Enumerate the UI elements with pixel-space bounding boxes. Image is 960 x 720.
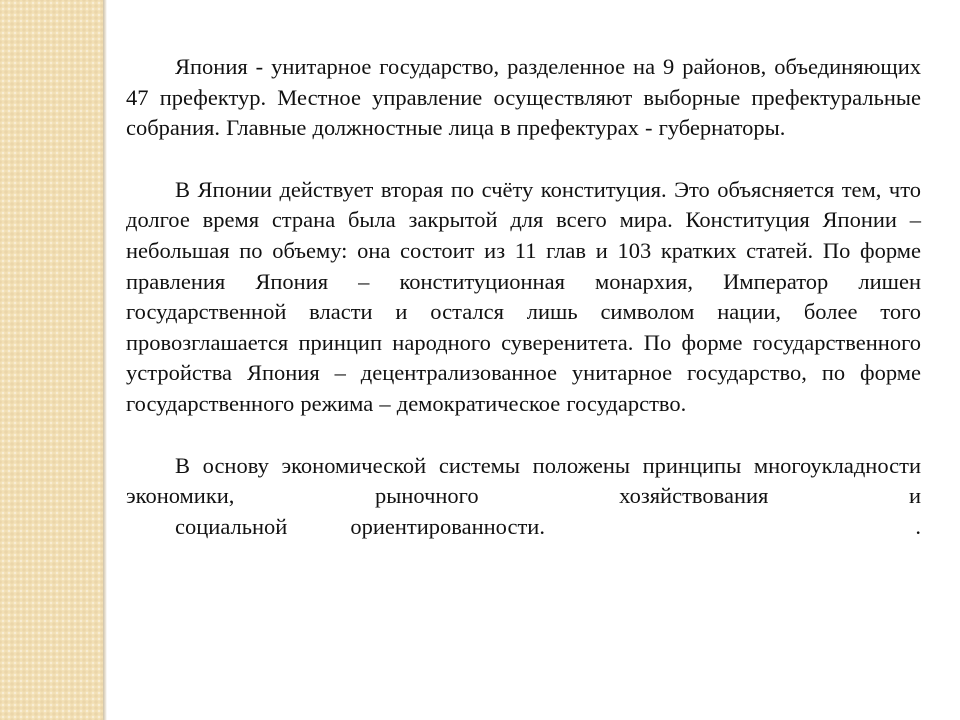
side-strip-shadow [103, 0, 107, 720]
slide-text-body [126, 52, 921, 542]
last-line-word: ориентированности. [350, 513, 545, 539]
paragraph-economic-system [126, 451, 921, 543]
trailing-period: . [915, 513, 921, 539]
last-line-words [126, 512, 545, 543]
paragraph-economic-system-body: В основу экономической системы положены принципы многоукладности экономики, рыночного хозяйствования и [126, 452, 921, 509]
paragraph-administrative-division: Япония - унитарное государство, разделенное на 9 районов, объединяющих 47 префектур. Местное управление осуществляют выборные префектуральные собрания. Главные должностные лица в префектурах - губернаторы. [126, 54, 921, 141]
decorative-side-strip [0, 0, 103, 720]
last-line-word: социальной [175, 513, 288, 539]
paragraph-constitution: В Японии действует вторая по счёту конституция. Это объясняется тем, что долгое время страна была закрытой для всего мира. Конституция Японии – небольшая по объему: она состоит из 11 глав и 103 кратких статей. По форме правления Япония – конституционная монархия, Император лишен государственной власти и остался лишь символом нации, более того провозглашается принцип народного суверенитета. По форме государственного устройства Япония – децентрализованное унитарное государство, по форме государственного режима – демократическое государство. [126, 176, 921, 416]
paragraph-economic-system-last-line [126, 512, 921, 543]
